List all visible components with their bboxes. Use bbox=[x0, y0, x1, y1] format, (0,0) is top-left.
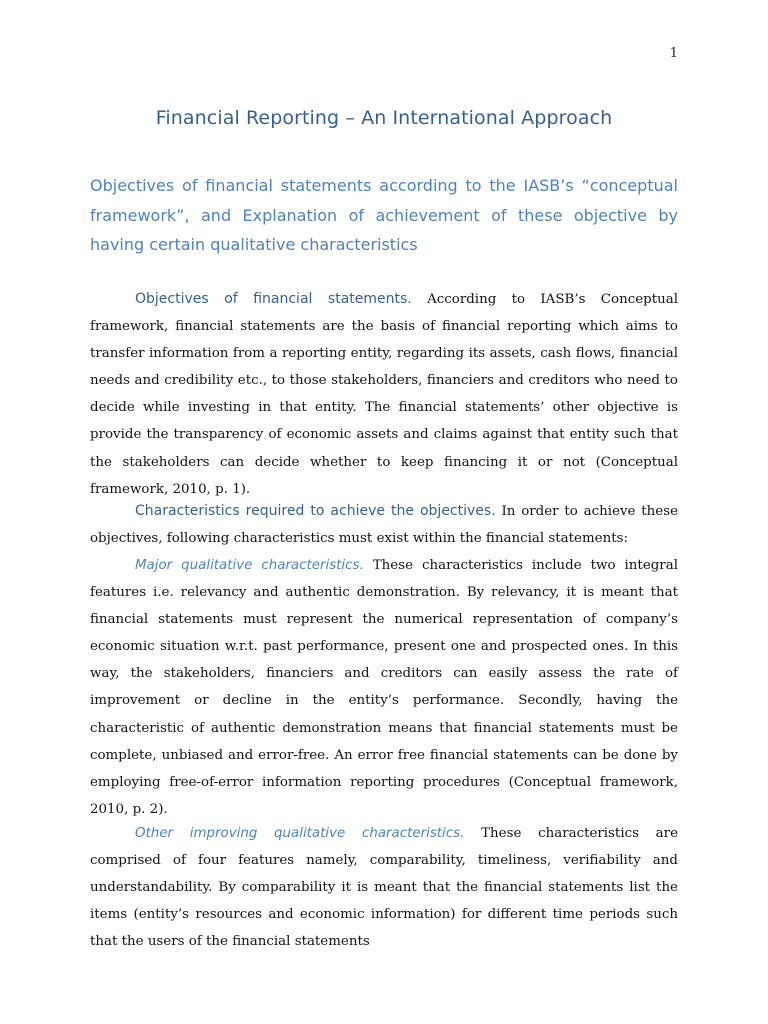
paragraph-body: According to IASB’s Conceptual framework, financial statements are the basis of financial reporting which aims to transfer information from a reporting entity, regarding its assets, cash flows, financial needs and credibility etc., to those stakeholders, financiers and creditors who need to decide while investing in that entity. The financial statements’ other objective is provide the transparency of economic assets and claims against that entity such that the stakeholders can decide whether to keep financing it or not (Conceptual framework, 2010, p. 1). bbox=[90, 292, 679, 497]
paragraph-heading: Characteristics required to achieve the objectives. bbox=[135, 503, 496, 519]
paragraph-major-qualitative bbox=[90, 552, 678, 823]
paragraph-heading: Objectives of financial statements. bbox=[135, 291, 412, 307]
paragraph-heading: Major qualitative characteristics. bbox=[135, 558, 364, 573]
paragraph-body: In order to achieve these objectives, following characteristics must exist within the financial statements: bbox=[90, 504, 678, 547]
paragraph-characteristics bbox=[90, 498, 678, 552]
paragraph-body: These characteristics are comprised of four features namely, comparability, timeliness, verifiability and understandability. By comparability it is meant that the financial statements list the items (entity’s resources and economic information) for different time periods such that the users of the financial statements bbox=[90, 826, 678, 950]
section-subheading: Objectives of financial statements according to the IASB’s “conceptual framework”, and Explanation of achievement of these objective by having certain qualitative characteristics bbox=[90, 176, 678, 254]
paragraph-body: These characteristics include two integral features i.e. relevancy and authentic demonstration. By relevancy, it is meant that financial statements must represent the numerical representation of company’s economic situation w.r.t. past performance, present one and prospected ones. In this way, the stakeholders, financiers and creditors can easily assess the rate of improvement or decline in the entity’s performance. Secondly, having the characteristic of authentic demonstration means that financial statements must be complete, unbiased and error-free. An error free financial statements can be done by employing free-of-error information reporting procedures (Conceptual framework, 2010, p. 2). bbox=[90, 558, 678, 817]
page-number: 1 bbox=[669, 46, 678, 61]
paragraph-other-qualitative bbox=[90, 820, 678, 955]
document-title: Financial Reporting – An International Approach bbox=[155, 107, 613, 129]
paragraph-heading: Other improving qualitative characteristics. bbox=[135, 826, 465, 841]
paragraph-objectives bbox=[90, 286, 678, 503]
